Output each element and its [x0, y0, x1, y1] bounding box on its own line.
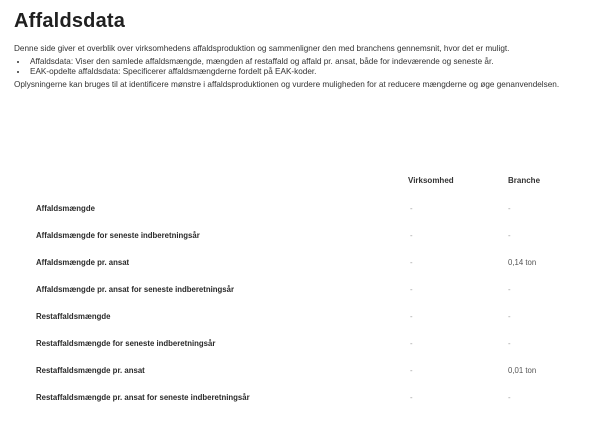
row-label: Affaldsmængde for seneste indberetningsår: [36, 231, 200, 240]
virksomhed-value: -: [410, 312, 413, 321]
branche-value: -: [508, 285, 511, 294]
branche-value: 0,14 ton: [508, 258, 537, 267]
virksomhed-value: -: [410, 258, 413, 267]
table-row: [0, 258, 602, 274]
table-row: [0, 285, 602, 301]
row-label: Restaffaldsmængde pr. ansat for seneste indberetningsår: [36, 393, 250, 402]
column-header-branche: Branche: [508, 176, 541, 185]
branche-value: 0,01 ton: [508, 366, 537, 375]
table-row: [0, 366, 602, 382]
table-row: [0, 231, 602, 247]
virksomhed-value: -: [410, 366, 413, 375]
row-label: Affaldsmængde pr. ansat: [36, 258, 130, 267]
branche-value: -: [508, 339, 511, 348]
table-row: [0, 312, 602, 328]
row-label: Affaldsmængde pr. ansat for seneste indberetningsår: [36, 285, 234, 294]
branche-value: -: [508, 312, 511, 321]
intro-bullet-list: [14, 57, 586, 78]
virksomhed-value: -: [410, 393, 413, 402]
intro-bullet: • Affaldsdata: Viser den samlede affaldsmængde, mængden af restaffald og affald pr. ansat, både for indeværende og seneste år.: [28, 57, 586, 68]
intro-text: Denne side giver et overblik over virksomhedens affaldsproduktion og sammenligner den med branchens gennemsnit, hvor det er muligt.: [14, 44, 510, 53]
virksomhed-value: -: [410, 285, 413, 294]
table-row: [0, 393, 602, 409]
virksomhed-value: -: [410, 339, 413, 348]
column-header-virksomhed: Virksomhed: [408, 176, 454, 185]
table-row: [0, 339, 602, 355]
row-label: Restaffaldsmængde: [36, 312, 111, 321]
branche-value: -: [508, 393, 511, 402]
row-label: Affaldsmængde: [36, 204, 95, 213]
page-title: Affaldsdata: [14, 10, 126, 32]
virksomhed-value: -: [410, 204, 413, 213]
intro-section: [14, 44, 586, 90]
outro-text: Oplysningerne kan bruges til at identificere mønstre i affaldsproduktionen og vurdere muligheden for at reducere mængderne og øge genanvendelsen.: [14, 79, 560, 89]
row-label: Restaffaldsmængde pr. ansat: [36, 366, 145, 375]
table-header: [0, 176, 602, 192]
branche-value: -: [508, 204, 511, 213]
virksomhed-value: -: [410, 231, 413, 240]
row-label: Restaffaldsmængde for seneste indberetningsår: [36, 339, 216, 348]
table-row: [0, 204, 602, 220]
intro-bullet: • EAK-opdelte affaldsdata: Specificerer affaldsmængderne fordelt på EAK-koder.: [28, 67, 586, 78]
branche-value: -: [508, 231, 511, 240]
